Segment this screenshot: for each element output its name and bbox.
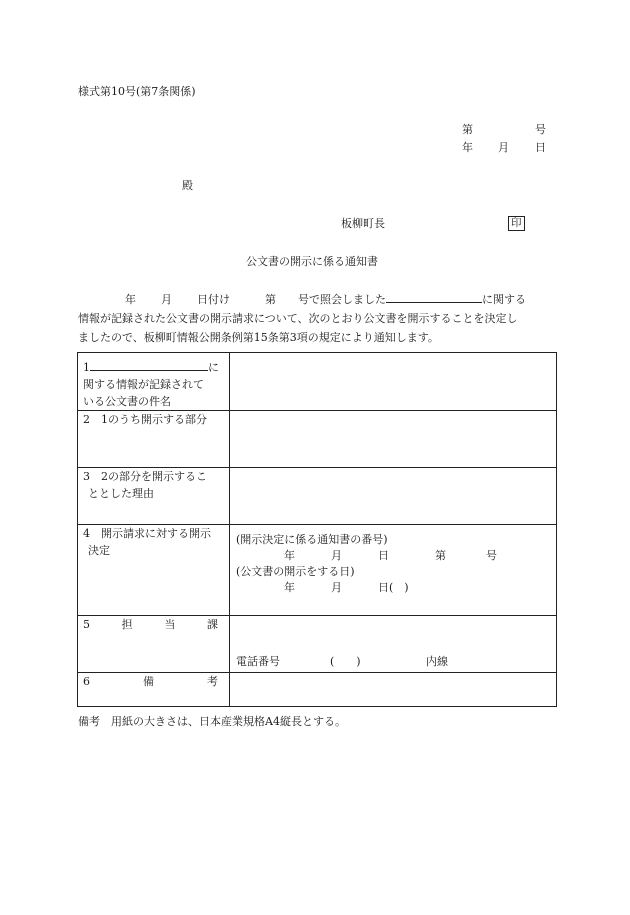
row4-year-1: 年 — [284, 549, 295, 562]
body-paragraph — [78, 290, 558, 347]
row4-notice-number-label: (開示決定に係る通知書の番号) — [236, 533, 388, 546]
row1-number: 1 — [83, 361, 90, 374]
row4-disclosure-date-label: (公文書の開示をする日) — [236, 565, 355, 578]
body-line-1 — [78, 290, 558, 309]
row4-go: 号 — [486, 549, 497, 562]
label-remarks — [78, 673, 230, 707]
row5-char1: 担 — [121, 618, 133, 631]
body-line-3: ましたので、板柳町情報公開条例第15条第3項の規定により通知します。 — [78, 331, 439, 344]
body-dai: 第 — [265, 293, 276, 306]
doc-date-day: 日 — [535, 141, 546, 154]
doc-number-go: 号 — [535, 123, 546, 136]
row5-char2: 当 — [164, 618, 176, 631]
value-document-subject[interactable] — [230, 353, 557, 411]
doc-number-dai: 第 — [462, 123, 473, 136]
row4-label-line1: 4 開示請求に対する開示 — [83, 527, 211, 540]
value-responsible-section[interactable] — [230, 616, 557, 673]
value-disclosed-part[interactable] — [230, 411, 557, 468]
row4-year-2: 年 — [284, 581, 295, 594]
row-disclosure-decision — [78, 525, 557, 616]
label-disclosed-part — [78, 411, 230, 468]
row1-label-line3: いる公文書の件名 — [83, 395, 171, 408]
row-disclosure-reason — [78, 468, 557, 525]
label-disclosure-decision — [78, 525, 230, 616]
row4-dai: 第 — [435, 549, 446, 562]
row3-label-line1: 3 2の部分を開示するこ — [83, 470, 207, 483]
body-inquiry-text: 号で照会しました — [298, 293, 386, 306]
row6-number: 6 — [83, 675, 90, 688]
subject-blank-line — [386, 291, 482, 303]
seal-stamp: 印 — [508, 216, 525, 231]
body-date-suffix: 日付け — [197, 293, 230, 306]
row1-label-line2: 関する情報が記録されて — [83, 378, 204, 391]
row-remarks — [78, 673, 557, 707]
row1-ni: に — [208, 361, 219, 374]
label-document-subject — [78, 353, 230, 411]
row4-month-2: 月 — [331, 581, 342, 594]
row4-label-line2: 決定 — [88, 544, 110, 557]
row1-blank-line — [90, 359, 208, 371]
doc-date-year: 年 — [462, 141, 473, 154]
footnote: 備考 用紙の大きさは、日本産業規格A4縦長とする。 — [78, 715, 346, 728]
value-disclosure-decision[interactable] — [230, 525, 557, 616]
row3-label-line2: ととした理由 — [88, 487, 154, 500]
row5-number: 5 — [83, 618, 90, 631]
body-month: 月 — [161, 293, 172, 306]
doc-date-month: 月 — [498, 141, 509, 154]
row5-extension-label: 内線 — [426, 655, 448, 668]
row4-day-2: 日( ) — [378, 581, 409, 594]
row4-day-1: 日 — [378, 549, 389, 562]
row2-label: 2 1のうち開示する部分 — [83, 413, 207, 426]
body-related-text: に関する — [482, 293, 526, 306]
value-disclosure-reason[interactable] — [230, 468, 557, 525]
document-title: 公文書の開示に係る通知書 — [246, 255, 378, 268]
disclosure-table — [77, 352, 557, 707]
row-responsible-section — [78, 616, 557, 673]
addressee-suffix: 殿 — [182, 179, 193, 192]
issuer-name: 板柳町長 — [341, 217, 385, 230]
row6-char1: 備 — [143, 675, 154, 688]
value-remarks[interactable] — [230, 673, 557, 707]
row6-char2: 考 — [207, 675, 218, 688]
row5-phone-paren: ( ) — [330, 655, 361, 668]
body-line-2: 情報が記録された公文書の開示請求について、次のとおり公文書を開示することを決定し — [78, 312, 518, 325]
row-document-subject — [78, 353, 557, 411]
body-year: 年 — [125, 293, 136, 306]
row-disclosed-part — [78, 411, 557, 468]
row5-char3: 課 — [206, 618, 218, 631]
row5-phone-label: 電話番号 — [236, 655, 280, 668]
label-disclosure-reason — [78, 468, 230, 525]
label-responsible-section — [78, 616, 230, 673]
form-number: 様式第10号(第7条関係) — [78, 85, 196, 98]
row4-month-1: 月 — [331, 549, 342, 562]
